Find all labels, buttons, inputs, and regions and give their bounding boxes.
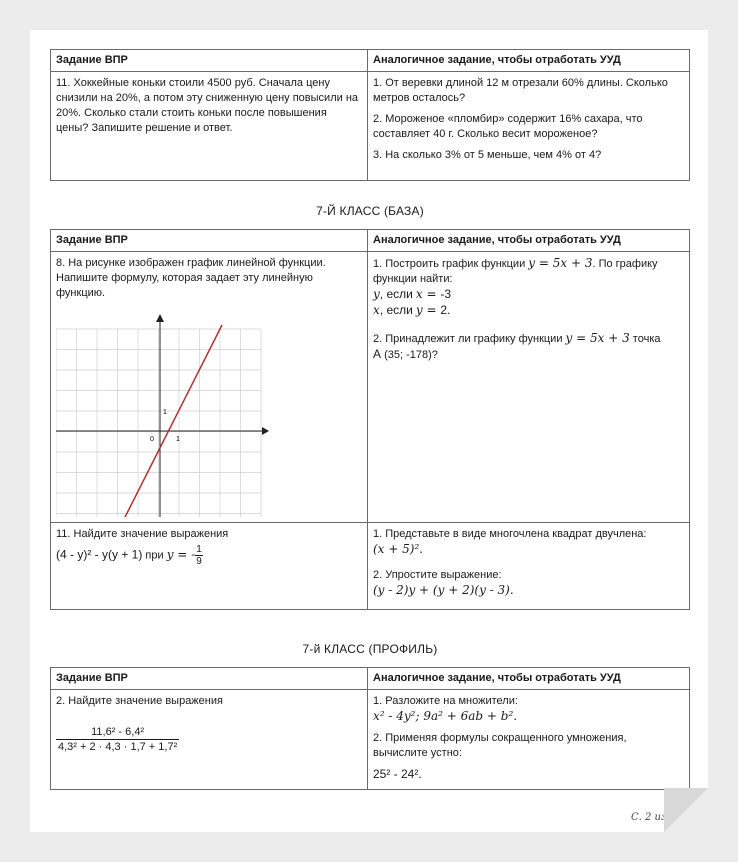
linear-function-graph <box>56 307 271 517</box>
analog-item-1: 1. Построить график функции y = 5x + 3. По графику функции найти: y, если x = -3 x, если y = 2. <box>373 256 658 317</box>
analog-item-3: 3. На сколько 3% от 5 меньше, чем 4% от 4? <box>373 149 602 161</box>
section-title-base: 7-Й КЛАСС (БАЗА) <box>316 204 424 218</box>
formula: y = 5x + 3 <box>528 256 593 270</box>
header-analog: Аналогичное задание, чтобы отработать УУД <box>368 230 690 252</box>
formula: y = 5x + 3 <box>565 331 630 345</box>
table-row <box>51 72 690 181</box>
x-one-label: 1 <box>176 436 180 443</box>
header-analog: Аналогичное задание, чтобы отработать УУД <box>368 668 690 690</box>
table-vpr-7-base <box>50 229 690 610</box>
page-number: С. 2 из 3 <box>631 812 676 823</box>
analog-item-2: 2. Принадлежит ли графику функции y = 5x + 3 точка А (35; -178)? <box>373 331 661 361</box>
task-cell <box>51 523 368 610</box>
analog-item-1: 1. Разложите на множители: x² - 4y²; 9a² + 6ab + b². <box>373 695 518 723</box>
y-one-label: 1 <box>163 409 167 416</box>
page <box>30 30 708 832</box>
task-cell <box>51 72 368 181</box>
page-corner-fold <box>664 788 708 832</box>
graph-grid <box>56 329 261 517</box>
task-title: 2. Найдите значение выражения <box>56 695 223 707</box>
table-row <box>51 690 690 790</box>
table-header-row <box>51 50 690 72</box>
fraction: $\frac{\text{11,6² - 6,4²}}{\text{4,3² + 2 · 4,3 · 1,7 + 1,7²}}$ <box>58 726 178 753</box>
task-title: 11. Найдите значение выражения <box>56 528 229 540</box>
task-cell <box>51 690 368 790</box>
analog-item-2: 2. Мороженое «пломбир» содержит 16% сахара, что составляет 40 г. Сколько весит мороженое? <box>373 113 643 140</box>
analog-item-1: 1. От веревки длиной 12 м отрезали 60% длины. Сколько метров осталось? <box>373 77 668 104</box>
section-title-profile: 7-й КЛАСС (ПРОФИЛЬ) <box>302 642 438 656</box>
table-vpr-7-profile <box>50 667 690 790</box>
header-task: Задание ВПР <box>51 230 368 252</box>
analog-item-2: 2. Применяя формулы сокращенного умножения, вычислите устно: <box>373 732 627 759</box>
header-analog: Аналогичное задание, чтобы отработать УУД <box>368 50 690 72</box>
function-line <box>118 325 222 517</box>
fraction: $\frac{1}{9}$ <box>196 544 202 567</box>
table-header-row <box>51 668 690 690</box>
task-text: 8. На рисунке изображен график линейной функции. Напишите формулу, которая задает эту линейную функцию. <box>56 257 326 299</box>
analog-cell <box>368 72 690 181</box>
analog-cell <box>368 523 690 610</box>
analog-item-1: 1. Представьте в виде многочлена квадрат двучлена: (x + 5)². <box>373 528 647 556</box>
origin-label: 0 <box>150 436 154 443</box>
task-cell <box>51 252 368 523</box>
table-header-row <box>51 230 690 252</box>
table-row <box>51 523 690 610</box>
table-row <box>51 252 690 523</box>
header-task: Задание ВПР <box>51 50 368 72</box>
analog-cell <box>368 252 690 523</box>
analog-cell <box>368 690 690 790</box>
analog-item-2: 2. Упростите выражение: (y - 2)y + (y + 2)(y - 3). <box>373 569 514 597</box>
task-expression: (4 - y)² - y(y + 1) при y = - $\frac{1}{9}$ <box>56 544 202 567</box>
table-vpr-6 <box>50 49 690 181</box>
analog-item-2-expr: 25² - 24². <box>373 767 422 781</box>
task-text: 11. Хоккейные коньки стоили 4500 руб. Сначала цену снизили на 20%, а потом эту сниженную цену повысили на 20%. Сколько стали стоить коньки после повышения цены? Запишите решение и ответ. <box>56 77 359 134</box>
x-axis-arrow <box>262 427 269 435</box>
header-task: Задание ВПР <box>51 668 368 690</box>
y-axis-arrow <box>156 314 164 322</box>
